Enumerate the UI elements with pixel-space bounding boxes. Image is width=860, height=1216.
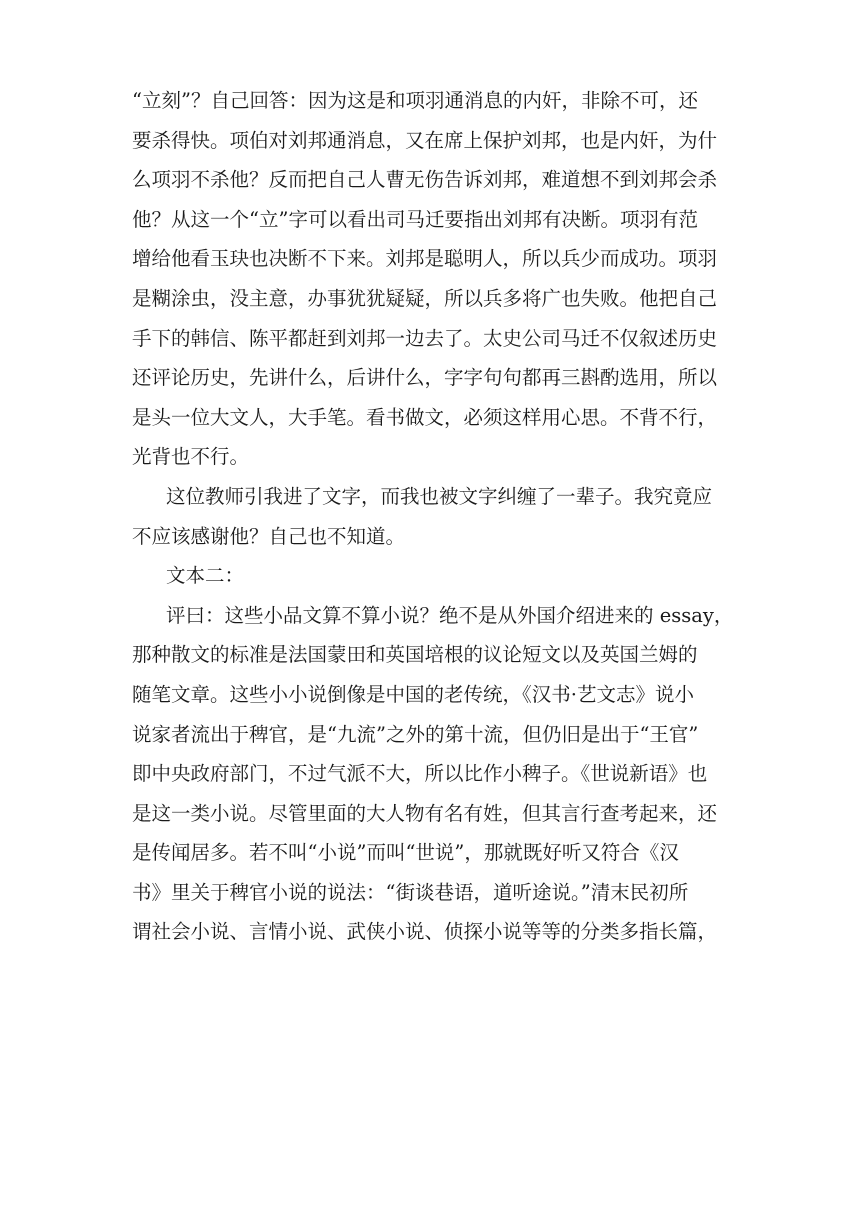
text-line: 说家者流出于稗官，是“九流”之外的第十流，但仍旧是出于“王官” — [132, 722, 699, 746]
text-line: 那种散文的标准是法国蒙田和英国培根的议论短文以及英国兰姆的 — [132, 643, 698, 667]
section-heading-text: 文本二： — [166, 564, 245, 588]
text-line: 要杀得快。项伯对刘邦通消息，又在席上保护刘邦，也是内奸，为什 — [132, 128, 718, 152]
paragraph-1 — [132, 81, 752, 477]
text-line: 他？从这一个“立”字可以看出司马迁要指出刘邦有决断。项羽有范 — [132, 207, 698, 231]
document-body — [132, 81, 752, 952]
text-line: 还评论历史，先讲什么，后讲什么，字字句句都再三斟酌选用，所以 — [132, 366, 718, 390]
text-line: “立刻”？自己回答：因为这是和项羽通消息的内奸，非除不可，还 — [132, 89, 698, 112]
text-line: 这位教师引我进了文字，而我也被文字纠缠了一辈子。我究竟应 — [166, 484, 713, 508]
text-line: 书》里关于稗官小说的说法：“街谈巷语，道听途说。”清末民初所 — [132, 880, 689, 904]
text-line: 谓社会小说、言情小说、武侠小说、侦探小说等等的分类多指长篇， — [132, 920, 718, 944]
text-line: 光背也不行。 — [132, 445, 250, 469]
text-line: 是这一类小说。尽管里面的大人物有名有姓，但其言行查考起来，还 — [132, 801, 718, 825]
text-line: 是糊涂虫，没主意，办事犹犹疑疑，所以兵多将广也失败。他把自己 — [132, 286, 718, 310]
text-line: 增给他看玉玦也决断不下来。刘邦是聪明人，所以兵少而成功。项羽 — [132, 247, 718, 271]
text-line: 是传闻居多。若不叫“小说”而叫“世说”，那就既好听又符合《汉 — [132, 841, 679, 865]
text-line: 评曰：这些小品文算不算小说？绝不是从外国介绍进来的 essay， — [166, 603, 734, 627]
text-line: 是头一位大文人，大手笔。看书做文，必须这样用心思。不背不行， — [132, 405, 718, 429]
text-line: 不应该感谢他？自己也不知道。 — [132, 524, 406, 548]
text-line: 么项羽不杀他？反而把自己人曹无伤告诉刘邦，难道想不到刘邦会杀 — [132, 168, 718, 192]
text-line: 随笔文章。这些小小说倒像是中国的老传统，《汉书·艺文志》说小 — [132, 682, 694, 706]
paragraph-2 — [132, 477, 752, 556]
paragraph-3 — [132, 596, 752, 952]
section-heading — [132, 556, 752, 596]
text-line: 即中央政府部门，不过气派不大，所以比作小稗子。《世说新语》也 — [132, 762, 708, 786]
text-line: 手下的韩信、陈平都赶到刘邦一边去了。太史公司马迁不仅叙述历史 — [132, 326, 718, 350]
